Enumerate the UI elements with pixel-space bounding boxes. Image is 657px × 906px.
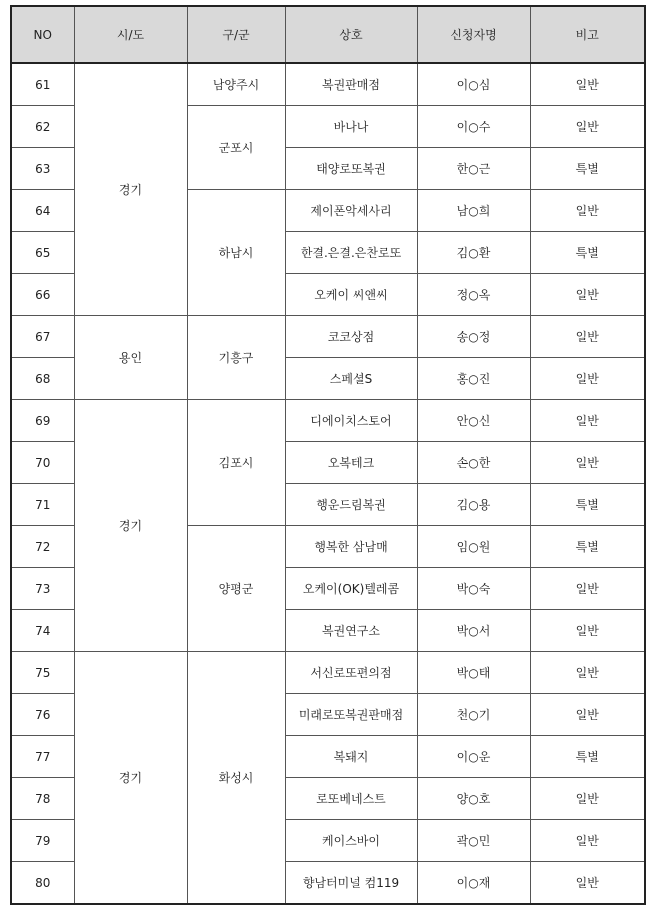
cell-applicant: 김○용 xyxy=(417,484,530,526)
cell-note: 일반 xyxy=(530,820,645,862)
cell-note: 일반 xyxy=(530,106,645,148)
cell-no: 80 xyxy=(11,862,74,905)
cell-store-name: 오복테크 xyxy=(285,442,417,484)
cell-no: 70 xyxy=(11,442,74,484)
cell-no: 78 xyxy=(11,778,74,820)
cell-note: 일반 xyxy=(530,694,645,736)
cell-applicant: 이○수 xyxy=(417,106,530,148)
cell-store-name: 복돼지 xyxy=(285,736,417,778)
cell-note: 특별 xyxy=(530,736,645,778)
cell-no: 67 xyxy=(11,316,74,358)
cell-no: 75 xyxy=(11,652,74,694)
cell-note: 일반 xyxy=(530,400,645,442)
cell-store-name: 케이스바이 xyxy=(285,820,417,862)
cell-no: 66 xyxy=(11,274,74,316)
cell-note: 일반 xyxy=(530,862,645,905)
cell-gugun: 군포시 xyxy=(187,106,285,190)
table-row xyxy=(11,316,645,358)
cell-store-name: 바나나 xyxy=(285,106,417,148)
cell-note: 특별 xyxy=(530,148,645,190)
cell-store-name: 행운드림복권 xyxy=(285,484,417,526)
cell-sido: 경기 xyxy=(74,652,187,905)
cell-no: 76 xyxy=(11,694,74,736)
cell-no: 62 xyxy=(11,106,74,148)
cell-note: 일반 xyxy=(530,316,645,358)
cell-applicant: 이○심 xyxy=(417,63,530,106)
cell-no: 72 xyxy=(11,526,74,568)
cell-note: 일반 xyxy=(530,274,645,316)
cell-store-name: 한결.은결.은찬로또 xyxy=(285,232,417,274)
cell-applicant: 송○정 xyxy=(417,316,530,358)
cell-note: 특별 xyxy=(530,232,645,274)
table-row xyxy=(11,652,645,694)
header-gugun: 구/군 xyxy=(187,6,285,63)
cell-applicant: 한○근 xyxy=(417,148,530,190)
cell-applicant: 남○희 xyxy=(417,190,530,232)
cell-store-name: 서신로또편의점 xyxy=(285,652,417,694)
cell-gugun: 김포시 xyxy=(187,400,285,526)
cell-note: 일반 xyxy=(530,442,645,484)
cell-note: 일반 xyxy=(530,568,645,610)
cell-store-name: 오케이(OK)텔레콤 xyxy=(285,568,417,610)
cell-no: 63 xyxy=(11,148,74,190)
cell-gugun: 양평군 xyxy=(187,526,285,652)
cell-applicant: 정○옥 xyxy=(417,274,530,316)
cell-note: 특별 xyxy=(530,526,645,568)
cell-applicant: 홍○진 xyxy=(417,358,530,400)
header-store-name: 상호 xyxy=(285,6,417,63)
cell-store-name: 태양로또복권 xyxy=(285,148,417,190)
cell-note: 일반 xyxy=(530,652,645,694)
cell-gugun: 하남시 xyxy=(187,190,285,316)
cell-applicant: 김○환 xyxy=(417,232,530,274)
cell-applicant: 곽○민 xyxy=(417,820,530,862)
cell-note: 일반 xyxy=(530,358,645,400)
cell-store-name: 제이폰악세사리 xyxy=(285,190,417,232)
cell-gugun: 화성시 xyxy=(187,652,285,905)
cell-sido: 경기 xyxy=(74,400,187,652)
cell-applicant: 양○호 xyxy=(417,778,530,820)
cell-no: 68 xyxy=(11,358,74,400)
cell-store-name: 오케이 씨앤씨 xyxy=(285,274,417,316)
cell-store-name: 로또베네스트 xyxy=(285,778,417,820)
cell-store-name: 행복한 삼남매 xyxy=(285,526,417,568)
table-row xyxy=(11,400,645,442)
cell-applicant: 이○재 xyxy=(417,862,530,905)
cell-no: 79 xyxy=(11,820,74,862)
cell-sido: 용인 xyxy=(74,316,187,400)
cell-applicant: 안○신 xyxy=(417,400,530,442)
table-row xyxy=(11,63,645,106)
cell-note: 일반 xyxy=(530,610,645,652)
cell-note: 일반 xyxy=(530,63,645,106)
header-note: 비고 xyxy=(530,6,645,63)
cell-store-name: 미래로또복권판매점 xyxy=(285,694,417,736)
header-sido: 시/도 xyxy=(74,6,187,63)
cell-no: 61 xyxy=(11,63,74,106)
cell-applicant: 박○태 xyxy=(417,652,530,694)
cell-gugun: 기흥구 xyxy=(187,316,285,400)
cell-applicant: 이○운 xyxy=(417,736,530,778)
cell-gugun: 남양주시 xyxy=(187,63,285,106)
cell-applicant: 박○서 xyxy=(417,610,530,652)
cell-note: 일반 xyxy=(530,190,645,232)
cell-no: 64 xyxy=(11,190,74,232)
cell-no: 74 xyxy=(11,610,74,652)
cell-store-name: 디에이치스토어 xyxy=(285,400,417,442)
cell-no: 73 xyxy=(11,568,74,610)
header-applicant: 신청자명 xyxy=(417,6,530,63)
cell-note: 일반 xyxy=(530,778,645,820)
cell-no: 69 xyxy=(11,400,74,442)
cell-applicant: 박○숙 xyxy=(417,568,530,610)
cell-store-name: 향남터미널 컴119 xyxy=(285,862,417,905)
header-no: NO xyxy=(11,6,74,63)
cell-applicant: 임○원 xyxy=(417,526,530,568)
cell-store-name: 코코상점 xyxy=(285,316,417,358)
table-header-row xyxy=(11,6,645,63)
store-table xyxy=(10,5,646,905)
cell-note: 특별 xyxy=(530,484,645,526)
cell-applicant: 손○한 xyxy=(417,442,530,484)
cell-store-name: 복권연구소 xyxy=(285,610,417,652)
cell-no: 77 xyxy=(11,736,74,778)
cell-applicant: 천○기 xyxy=(417,694,530,736)
cell-store-name: 스페셜S xyxy=(285,358,417,400)
cell-no: 65 xyxy=(11,232,74,274)
cell-sido: 경기 xyxy=(74,63,187,316)
cell-store-name: 복권판매점 xyxy=(285,63,417,106)
cell-no: 71 xyxy=(11,484,74,526)
